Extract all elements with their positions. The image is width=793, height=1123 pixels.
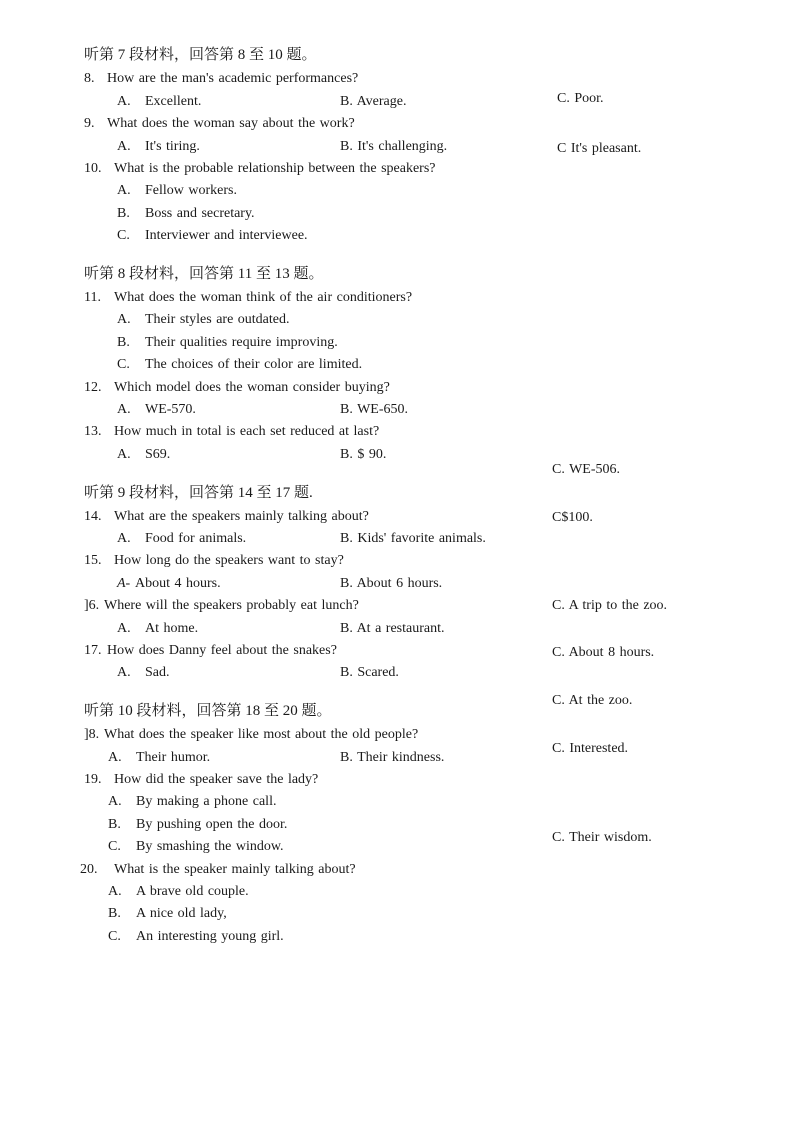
question-number-12: 12. [84,380,102,395]
option-10a: Fellow workers. [145,183,237,198]
option-15c: C. About 8 hours. [552,645,655,660]
option-18b: B. Their kindness. [340,750,445,765]
option-letter-19c: C. [108,839,121,854]
question-text-13: How much in total is each set reduced at last? [114,424,380,439]
option-9c: C It's pleasant. [557,141,642,156]
option-letter-20c: C. [108,929,121,944]
question-text-18: What does the speaker like most about the old people? [104,727,419,742]
option-letter-12a: A. [117,402,131,417]
option-20b: A nice old lady, [136,906,227,921]
option-12a: WE-570. [145,402,196,417]
question-number-18: ]8. [84,727,100,742]
option-8b: B. Average. [340,94,407,109]
option-10b: Boss and secretary. [145,206,255,221]
question-text-15: How long do the speakers want to stay? [114,553,344,568]
option-letter-8a: A. [117,94,131,109]
question-text-19: How did the speaker save the lady? [114,772,319,787]
option-15a: About 4 hours. [135,576,221,591]
option-9a: It's tiring. [145,139,200,154]
question-number-8: 8. [84,71,95,86]
option-18a: Their humor. [136,750,211,765]
option-letter-16a: A. [117,621,131,636]
option-10c: Interviewer and interviewee. [145,228,308,243]
question-text-17: How does Danny feel about the snakes? [107,643,337,658]
question-number-11: 11. [84,290,101,305]
option-letter-19a: A. [108,794,122,809]
question-number-17: 17. [84,643,102,658]
option-letter-11c: C. [117,357,130,372]
section-heading-10: 听第 10 段材料，回答第 18 至 20 题。 [84,703,332,719]
option-16b: B. At a restaurant. [340,621,445,636]
section-heading-9: 听第 9 段材料，回答第 14 至 17 题. [84,485,313,501]
question-text-8: How are the man's academic performances? [107,71,359,86]
section-heading-7: 听第 7 段材料，回答第 8 至 10 题。 [84,47,317,63]
option-letter-11b: B. [117,335,130,350]
option-letter-18a: A. [108,750,122,765]
option-letter-20a: A. [108,884,122,899]
question-number-19: 19. [84,772,102,787]
option-12c: C. WE-506. [552,462,621,477]
option-letter-10b: B. [117,206,130,221]
option-18c: C. Their wisdom. [552,830,652,845]
option-16a: At home. [145,621,199,636]
option-20a: A brave old couple. [136,884,249,899]
option-14b: B. Kids' favorite animals. [340,531,486,546]
question-text-16: Where will the speakers probably eat lunch? [104,598,359,613]
option-17a: Sad. [145,665,170,680]
section-heading-8: 听第 8 段材料，回答第 11 至 13 题。 [84,266,324,282]
question-text-14: What are the speakers mainly talking about? [114,509,369,524]
question-number-16: ]6. [84,598,100,613]
option-16c: C. At the zoo. [552,693,633,708]
option-19b: By pushing open the door. [136,817,288,832]
option-17c: C. Interested. [552,741,629,756]
question-number-9: 9. [84,116,95,131]
option-15b: B. About 6 hours. [340,576,443,591]
option-letter-15a: A- [117,576,131,591]
option-letter-11a: A. [117,312,131,327]
option-14a: Food for animals. [145,531,247,546]
option-letter-14a: A. [117,531,131,546]
question-number-14: 14. [84,509,102,524]
question-text-12: Which model does the woman consider buying? [114,380,390,395]
option-letter-20b: B. [108,906,121,921]
option-19a: By making a phone call. [136,794,277,809]
option-13b: B. $ 90. [340,447,387,462]
question-text-9: What does the woman say about the work? [107,116,355,131]
option-8c: C. Poor. [557,91,604,106]
option-11b: Their qualities require improving. [145,335,338,350]
option-9b: B. It's challenging. [340,139,448,154]
question-number-10: 10. [84,161,102,176]
question-text-11: What does the woman think of the air conditioners? [114,290,413,305]
option-20c: An interesting young girl. [136,929,284,944]
question-number-13: 13. [84,424,102,439]
question-text-10: What is the probable relationship between the speakers? [114,161,436,176]
question-text-20: What is the speaker mainly talking about? [114,862,356,877]
option-letter-9a: A. [117,139,131,154]
option-letter-17a: A. [117,665,131,680]
option-13a: S69. [145,447,171,462]
option-11a: Their styles are outdated. [145,312,290,327]
option-letter-13a: A. [117,447,131,462]
question-number-20: 20. [80,862,98,877]
option-11c: The choices of their color are limited. [145,357,363,372]
option-letter-10a: A. [117,183,131,198]
option-12b: B. WE-650. [340,402,409,417]
option-letter-19b: B. [108,817,121,832]
option-8a: Excellent. [145,94,202,109]
option-17b: B. Scared. [340,665,399,680]
option-14c: C. A trip to the zoo. [552,598,668,613]
option-19c: By smashing the window. [136,839,284,854]
option-letter-10c: C. [117,228,130,243]
option-13c: C$100. [552,510,593,525]
question-number-15: 15. [84,553,102,568]
